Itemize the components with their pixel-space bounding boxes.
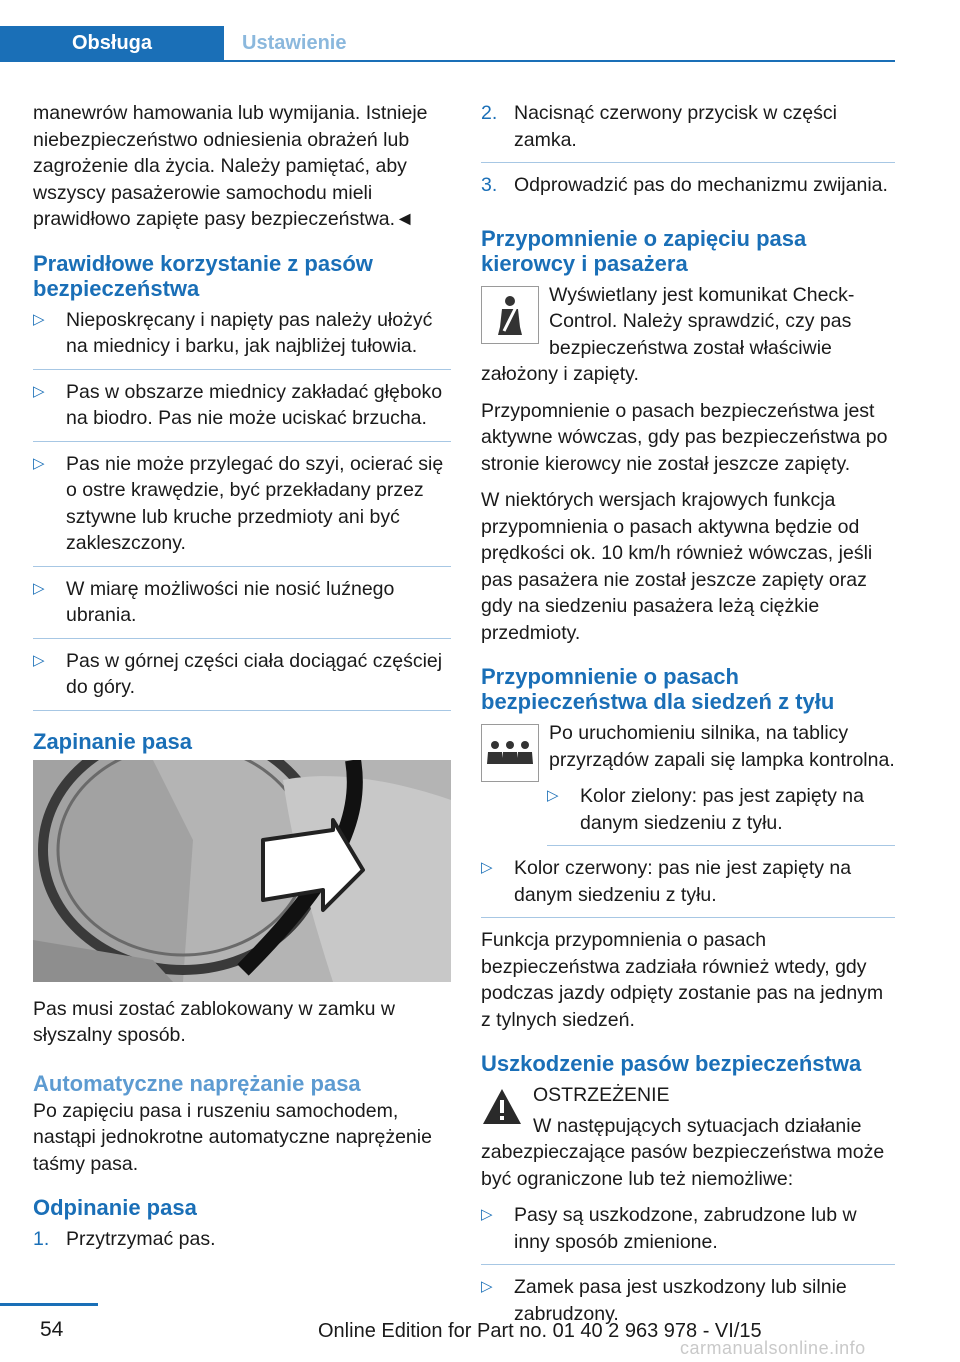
seatbelt-photo: [33, 760, 451, 982]
warning-block: [481, 1082, 895, 1202]
seatbelt-reminder-icon: [481, 286, 539, 344]
edition-label: Online Edition for Part no. 01 40 2 963 978 - VI/15: [318, 1320, 762, 1342]
intro-paragraph: manewrów hamowania lub wymijania. Istnieje niebezpieczeństwo odniesienia obrażeń lub zagrożenie dla życia. Należy pamiętać, aby wszyscy pasażerowie samochodu mieli prawidłowo zapięte pasy bezpieczeństwa.◄: [33, 102, 428, 230]
triangle-bullet-icon: ▷: [33, 579, 45, 597]
triangle-bullet-icon: ▷: [547, 787, 559, 804]
heading-reminder: Przypomnienie o zapięciu pasa kierowcy i pasażera: [481, 225, 807, 276]
damage-list: [481, 1202, 895, 1336]
step-number: 1.: [33, 1228, 50, 1250]
tab-ustawienie[interactable]: Ustawienie: [242, 31, 347, 54]
warning-triangle-icon: [481, 1086, 523, 1128]
list-item: ▷ Kolor zielony: pas jest zapięty na danym siedzeniu z tyłu.: [547, 783, 895, 846]
seatbelt-illustration: [33, 760, 451, 982]
list-item: ▷ Kolor czerwony: pas nie jest zapięty na danym siedzeniu z tyłu.: [481, 855, 895, 918]
list-item: 1. Przytrzymać pas.: [33, 1226, 451, 1262]
rear-icon-text: Po uruchomieniu silnika, na tablicy przyrządów zapali się lampka kontrolna.: [549, 722, 895, 771]
tab-obsluga[interactable]: Obsługa: [0, 26, 224, 60]
header-divider: [0, 60, 895, 62]
rear-status-list-2: [481, 855, 895, 918]
watermark: carmanualsonline.info: [680, 1338, 866, 1358]
heading-auto-tension: Automatyczne naprężanie pasa: [33, 1070, 361, 1096]
unfasten-steps-continued: [481, 100, 895, 208]
warning-text: W następujących sytuacjach działanie zabezpieczające pasów bezpieczeństwa może być ograniczone lub też niemożliwe:: [481, 1114, 885, 1190]
reminder-block: [481, 282, 895, 398]
header-tabs: [0, 26, 895, 62]
correct-use-list: [33, 307, 451, 711]
warning-title: OSTRZEŻENIE: [533, 1084, 670, 1106]
heading-fasten: Zapinanie pasa: [33, 728, 192, 754]
list-item: ▷ Pasy są uszkodzone, zabrudzone lub w inny sposób zmienione.: [481, 1202, 895, 1265]
triangle-bullet-icon: ▷: [33, 382, 45, 400]
left-column: [33, 100, 451, 1271]
footer-divider: [0, 1303, 98, 1306]
reminder-paragraph-1: Przypomnienie o pasach bezpieczeństwa jest aktywne wówczas, gdy pas bezpieczeństwa po stronie kierowcy nie został jeszcze zapięty.: [481, 399, 888, 475]
heading-unfasten: Odpinanie pasa: [33, 1195, 197, 1220]
triangle-bullet-icon: ▷: [481, 859, 493, 876]
list-item: ▷ Pas w obszarze miednicy zakładać głęboko na biodro. Pas nie może uciskać brzucha.: [33, 379, 451, 442]
triangle-bullet-icon: ▷: [33, 310, 45, 328]
rear-paragraph: Funkcja przypomnienia o pasach bezpieczeństwa zadziała również wtedy, gdy podczas jazdy odpięty zostanie pas na jednym z tylnych siedzeń.: [481, 929, 884, 1031]
reminder-paragraph-2: W niektórych wersjach krajowych funkcja przypomnienia o pasach aktywna będzie od prędkości ok. 10 km/h również wówczas, jeśli pas pasażera nie został jeszcze zapięty oraz gdy na siedzeniu pasażera leżą ciężkie przedmioty.: [481, 489, 873, 644]
reminder-icon-text: Wyświetlany jest komunikat Check-Control. Należy sprawdzić, czy pas bezpieczeństwa został właściwie założony i zapięty.: [481, 283, 855, 385]
list-item: ▷ W miarę możliwości nie nosić luźnego ubrania.: [33, 576, 451, 639]
step-number: 2.: [481, 102, 498, 124]
list-item: ▷ Pas nie może przylegać do szyi, ocierać się o ostre krawędzie, być przekładany przez sztywne lub kruche przedmioty ani być zakleszczony.: [33, 451, 451, 567]
rear-reminder-block: [481, 720, 895, 855]
unfasten-steps: [33, 1226, 451, 1262]
auto-tension-paragraph: Po zapięciu pasa i ruszeniu samochodem, nastąpi jednokrotne automatyczne naprężenie taśmy pasa.: [33, 1099, 432, 1175]
fasten-paragraph: Pas musi zostać zablokowany w zamku w słyszalny sposób.: [33, 997, 395, 1046]
rear-seats-icon: [481, 724, 539, 782]
triangle-bullet-icon: ▷: [481, 1278, 493, 1295]
right-column: [481, 100, 895, 1345]
list-item: 3. Odprowadzić pas do mechanizmu zwijania.: [481, 172, 895, 208]
list-item: ▷ Zamek pasa jest uszkodzony lub silnie zabrudzony.: [481, 1276, 847, 1325]
list-item: ▷ Pas w górnej części ciała dociągać częściej do góry.: [33, 648, 451, 711]
heading-damage: Uszkodzenie pasów bezpieczeństwa: [481, 1051, 862, 1076]
heading-correct-use: Prawidłowe korzystanie z pasów bezpieczeństwa: [33, 250, 373, 301]
page-number: 54: [40, 1318, 64, 1341]
step-number: 3.: [481, 174, 498, 196]
triangle-bullet-icon: ▷: [481, 1206, 493, 1223]
triangle-bullet-icon: ▷: [33, 454, 45, 472]
rear-status-list: [547, 783, 895, 846]
list-item: 2. Nacisnąć czerwony przycisk w części zamka.: [481, 100, 895, 163]
heading-rear-reminder: Przypomnienie o pasach bezpieczeństwa dla siedzeń z tyłu: [481, 664, 835, 714]
triangle-bullet-icon: ▷: [33, 651, 45, 669]
list-item: ▷ Nieposkręcany i napięty pas należy ułożyć na miednicy i barku, jak najbliżej tułowia.: [33, 307, 451, 370]
